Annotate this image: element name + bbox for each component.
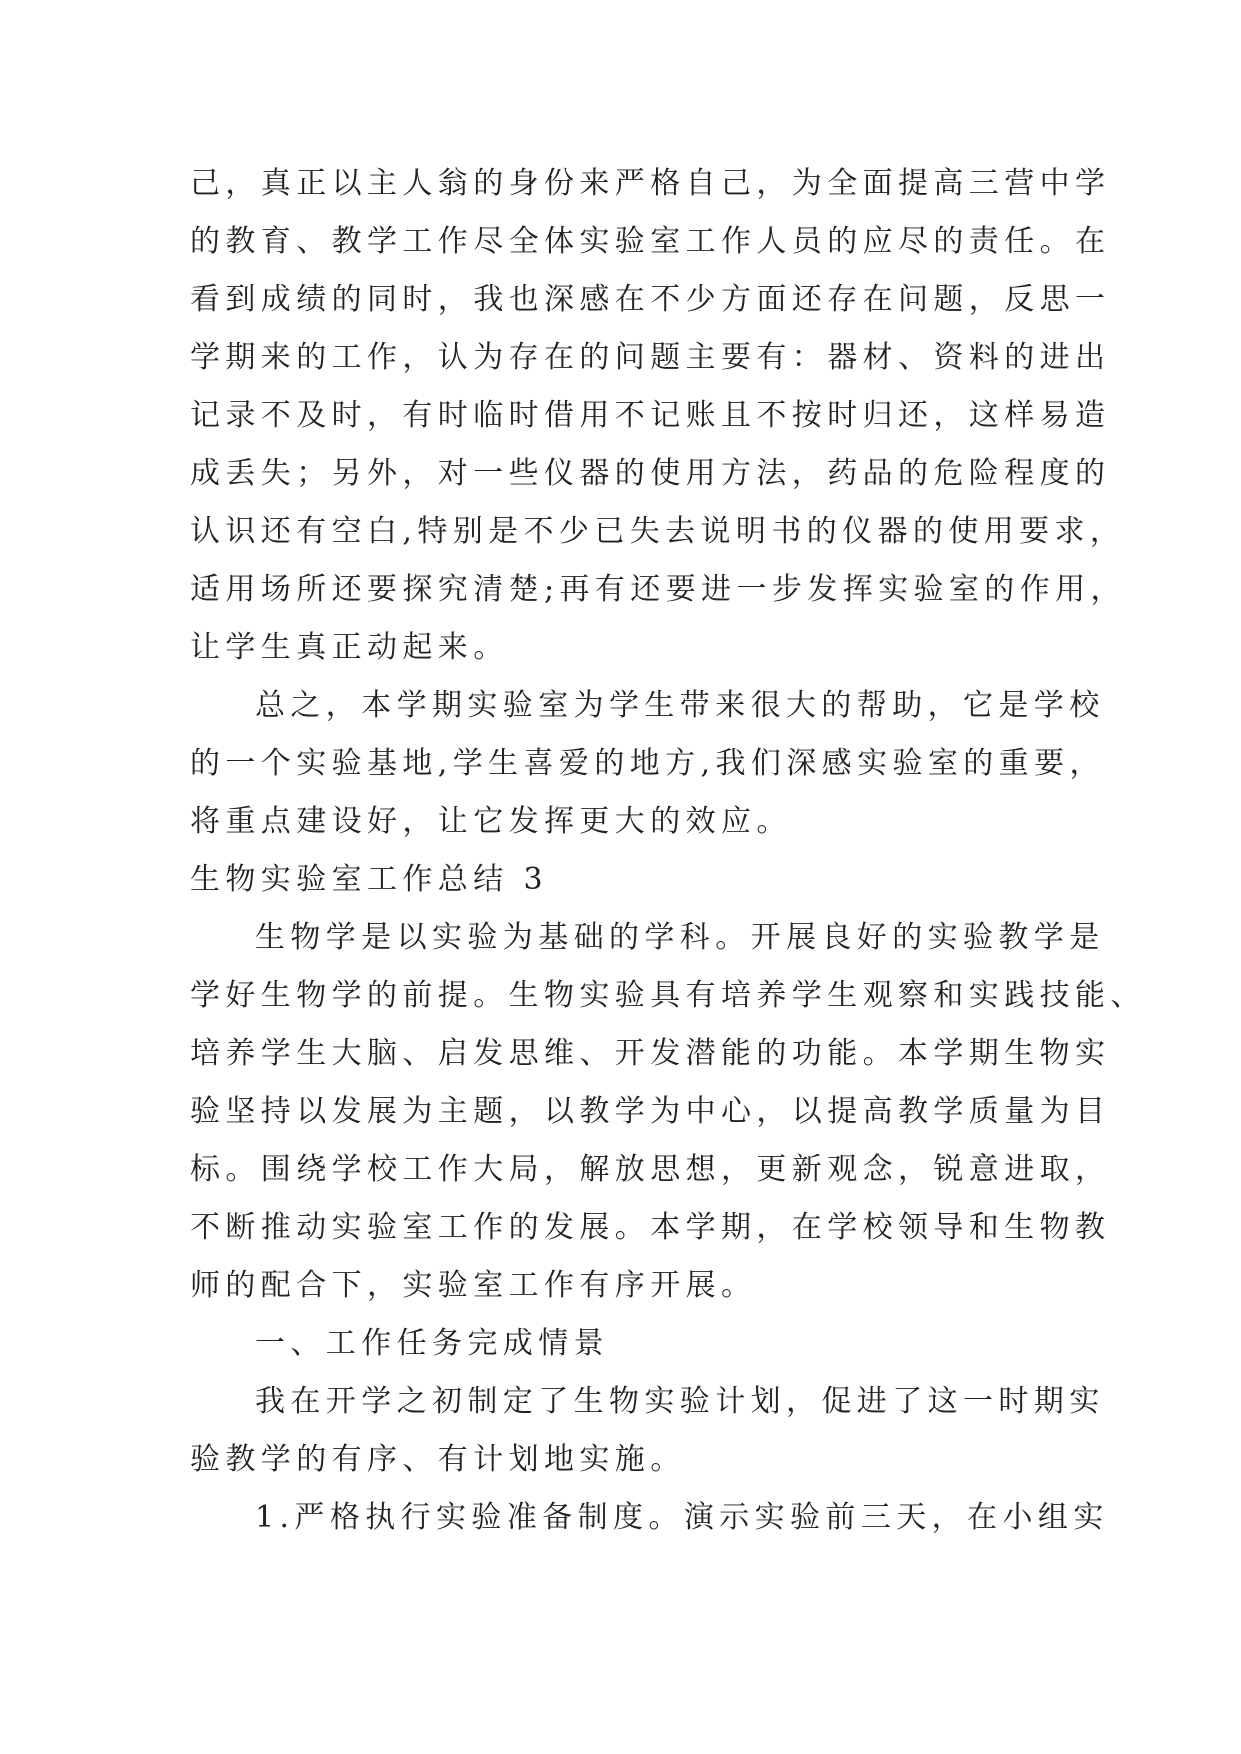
paragraph-first-line: 我在开学之初制定了生物实验计划，促进了这一时期实	[255, 1384, 1105, 1419]
section-heading: 生物实验室工作总结 3	[190, 862, 549, 897]
text-line: 学好生物学的前提。生物实验具有培养学生观察和实践技能、	[190, 978, 1146, 1013]
text-line: 的一个实验基地,学生喜爱的地方,我们深感实验室的重要，	[190, 746, 1105, 781]
text-line: 验教学的有序、有计划地实施。	[190, 1442, 686, 1477]
text-line: 适用场所还要探究清楚;再有还要进一步发挥实验室的作用，	[190, 572, 1126, 607]
text-line: 学期来的工作，认为存在的问题主要有：器材、资料的进出	[190, 340, 1111, 375]
text-line: 的教育、教学工作尽全体实验室工作人员的应尽的责任。在	[190, 224, 1111, 259]
text-line: 标。围绕学校工作大局，解放思想，更新观念，锐意进取，	[190, 1152, 1111, 1187]
text-line: 师的配合下，实验室工作有序开展。	[190, 1268, 757, 1303]
text-line: 让学生真正动起来。	[190, 630, 509, 665]
text-line: 培养学生大脑、启发思维、开发潜能的功能。本学期生物实	[190, 1036, 1111, 1071]
text-line: 将重点建设好，让它发挥更大的效应。	[190, 804, 792, 839]
text-line: 不断推动实验室工作的发展。本学期，在学校领导和生物教	[190, 1210, 1111, 1245]
subsection-heading: 一、工作任务完成情景	[255, 1326, 609, 1361]
text-line: 成丢失；另外，对一些仪器的使用方法，药品的危险程度的	[190, 456, 1111, 491]
text-line: 己，真正以主人翁的身份来严格自己，为全面提高三营中学	[190, 166, 1111, 201]
text-line: 验坚持以发展为主题，以教学为中心，以提高教学质量为目	[190, 1094, 1111, 1129]
paragraph-first-line: 生物学是以实验为基础的学科。开展良好的实验教学是	[255, 920, 1105, 955]
text-line: 记录不及时，有时临时借用不记账且不按时归还，这样易造	[190, 398, 1111, 433]
text-line: 认识还有空白,特别是不少已失去说明书的仪器的使用要求，	[190, 514, 1126, 549]
list-item-1: 1.严格执行实验准备制度。演示实验前三天，在小组实	[255, 1500, 1109, 1535]
paragraph-first-line: 总之，本学期实验室为学生带来很大的帮助，它是学校	[255, 688, 1105, 723]
text-line: 看到成绩的同时，我也深感在不少方面还存在问题，反思一	[190, 282, 1111, 317]
